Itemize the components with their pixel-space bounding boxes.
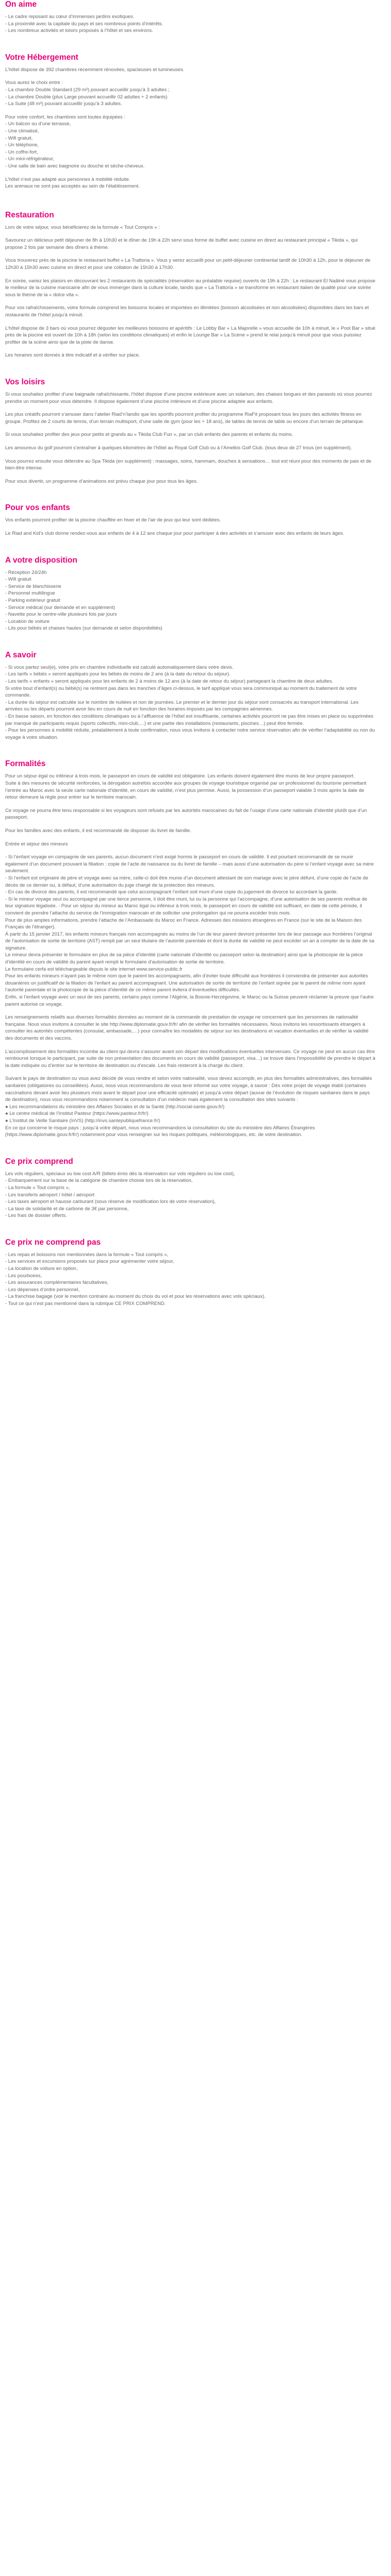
section-paragraph: Savourez un délicieux petit déjeuner de 8h à 10h30 et le dîner de 19h à 22h servi sous forme de buffet avec cuisine en direct au restaurant principal « Tikida », qui propose 2 fois par semaine des dîners à thème. xyxy=(5,238,359,250)
section-title: A savoir xyxy=(5,650,37,659)
section-vos-loisirs xyxy=(5,378,376,503)
section-paragraph: - Réception 24/24h - Wifi gratuit - Service de blanchisserie - Personnel multilingue - Parking extérieur gratuit - Service médical (sur demande et en supplément) - Navette pour le centre-ville plusieurs fois par jours - Location de voiture - Lits pour bébés et chaises hautes (sur demande et selon disponibilités) xyxy=(5,569,162,632)
section-ce-prix-ne-comprend-pas xyxy=(5,1238,376,1308)
section-title: Pour vos enfants xyxy=(5,503,70,513)
section-paragraph: Les amoureux du golf pourront s’entraîner à quelques kilomètres de l’hôtel au Royal Golf Club ou à l’Amelkis Golf Club. (tous deux de 27 trous (en supplément). xyxy=(5,445,352,451)
section-restauration xyxy=(5,211,376,378)
section-paragraph: Suivant le pays de destination ou vous avez décidé de vous rendre et selon votre nationalité, vous devez accomplir, en plus des formalités administratives, des formalités sanitaires (obligatoires ou conseillées). Aussi, nous vous recommandons de vous tenir informé sur votre voyage, à savoir : Dès votre projet de voyage établi (certaines vaccinations devant avoir lieu plusieurs mois avant le départ pour une efficacité optimale) et jusqu’à votre départ (auvue de l’évolution de risques sanitaires dans le pays de destination), nous vous recommandons notamment la consultation d’un médecin mais également la consultation des sites suivants : ● Les recommandations du ministère des Affaires Sociales et de la Santé (http://social-sante.gouv.fr/) ● Le centre médical de l’Institut Pasteur (https://www.pasteur.fr/fr/) ● L’Institut de Veille Sanitaire (InVS) (http://invs.santepubliquefrance.fr/) En ce qui concerne le risque pays ; jusqu’à votre départ, nous vous recommandons la consultation du site du ministère des Affaires Étrangères (https://www.diplomatie.gouv.fr/fr/) notamment pour vous renseigner sur les risques politiques, météorologiques, etc. de votre destination. xyxy=(5,1076,372,1138)
section-title: Formalités xyxy=(5,759,46,769)
section-paragraph: Si vous souhaitez profiter des jeux pour petits et grands au « Tikida Club Fun », par un club enfants des parents et enfants du moins. xyxy=(5,432,294,438)
section-a-votre-disposition xyxy=(5,556,376,651)
section-paragraph: L’hôtel dispose de 3 bars où vous pourrez déguster les meilleures boissons et apéritifs : Le Lobby Bar « La Majorelle » vous accueille de 10h à minuit, le « Pool Bar » situé près de la piscine est ouvert de 10h à 18h (selon les conditions climatiques) et enfin le Lounge Bar « La Scène » prend le relai jusqu’à minuit pour que vous puissiez profiter de la scène ainsi que de la piste de danse. xyxy=(5,325,377,345)
section-title: Ce prix ne comprend pas xyxy=(5,1238,101,1247)
section-paragraph: Les renseignements relatifs aux diverses formalités données au moment de la commande de prestation de voyage ne concernent que les personnes de nationalité française. Nous vous invitons à consulter le site http://www.diplomatie.gouv.fr/fr/ afin de vérifier les formalités nécessaires. Nous invitons les ressortissants étrangers à consulter les autorités compétentes (consulat, ambassade,…) pour connaître les modalités de séjour sur les destinations et vacation éventuelles et de vérifier la validité des documents et des vaccins. xyxy=(5,1014,370,1041)
section-paragraph: Le Riad and Kid’s club donne rendez-vous aux enfants de 4 à 12 ans chaque jour pour participer à des activités et s’amuser avec des enfants de leurs âges. xyxy=(5,530,345,536)
section-paragraph: Si vous souhaitez profiter d’une baignade rafraîchissante, l’hôtel dispose d’une piscine extérieure avec un solarium, des chaises longues et des parasols où vous pourrez prendre un moment pour vous détendre. Il dispose également d’une piscine intérieure et d’une piscine adaptée aux enfants. xyxy=(5,392,373,404)
section-title: Ce prix comprend xyxy=(5,1157,73,1166)
section-paragraph: Entrée et séjour des mineurs xyxy=(5,841,68,847)
section-paragraph: Lors de votre séjour, vous bénéficierez de la formule « Tout Compris » : xyxy=(5,224,160,230)
section-paragraph: Les horaires sont donnés à titre indicatif et à vérifier sur place. xyxy=(5,352,140,359)
section-paragraph: Pour vos rafraîchissements, votre formule comprend les boissons locales et importées en illimitées (boisson alcoolisées et non alcoolisées) disponibles dans les bars et restaurants de l’hôtel jusqu’à minuit. xyxy=(5,305,370,318)
section-paragraph: Pour un séjour égal ou inférieur à trois mois, le passeport en cours de validité est obligatoire. Les enfants doivent également être munis de leur propre passeport. Suite à des mesures de sécurité renforcées, la dérogation autrefois accordée aux groupes de voyage touristique organisé par un professionnel du tourisme permettant l’entrée au Maroc avec la seule carte nationale d’identité, en cours de validité, n’est plus permise. Aussi, la possession d’un passeport valable 3 mois après la date de retour demeure la règle pour entrer sur le territoire marocain. xyxy=(5,773,367,801)
section-paragraph: - Les repas et boissons non mentionnées dans la formule « Tout compris », - Les services et excursions proposés sur place pour agrémenter votre séjour, - La location de voiture en option, - Les pourboires, - Les assurances complémentaires facultatives, - Les dépenses d’ordre personnel, - La franchise bagage (voir le mention contraire au moment du choix du vol et pour les réservations avec vols spéciaux). - Tout ce qui n’est pas mentionné dans la rubrique CE PRIX COMPREND. xyxy=(5,1251,266,1307)
section-paragraph: Vous trouverez près de la piscine le restaurant buffet « La Trattoria ». Vous y serez accueilli pour un petit-déjeuner continental tardif de 10h30 à 12h, pour le déjeuner de 12h30 à 15h30 avec cuisine en direct et pour une collation de 15h30 à 17h30. xyxy=(5,258,372,271)
section-paragraph: Pour vous divertir, un programme d’animations est prévu chaque jour pour tous les âges. xyxy=(5,478,198,484)
section-title: Votre Hébergement xyxy=(5,53,78,62)
section-paragraph: Ce voyage ne pourra être tenu responsable si les voyageurs sont refusés par les autorités marocaines du fait de l’usage d’une carte nationale d’identité plutôt que d’un passeport. xyxy=(5,807,368,821)
section-paragraph: - Si vous partez seul(e), votre prix en chambre individuelle est calculé automatiquement dans votre devis. - Les tarifs « bébés » seront appliqués pour les bébés de moins de 2 ans (à la date du retour du séjour). - Les tarifs « enfants » seront appliqués pour les enfants de 2 à moins de 12 ans (à la date de retour du séjour) partageant la chambre de deux adultes. Si votre bout d’enfant(s) ou bébé(s) ne rentrent pas dans les tranches d’âges ci-dessus, le tarif appliqué vous sera communiqué au moment du traitement de votre commande. - La durée du séjour est calculée sur le nombre de nuitées et non de journées. Le premier et le dernier jour du séjour sont consacrés au transport international. Les arrivées ou les départs pourront avoir lieu en cours de nuit en fonction des horaires imposés par les compagnies aériennes. - En basse saison, en fonction des conditions climatiques ou à l’affluence de l’hôtel est insuffisante, certaines activités pourront ne pas être mises en place ou supprimées par manque de participants requis (sports collectifs, mini-club,…) et une partie des installations (restaurants, piscines…) peut être fermée. - Pour les personnes à mobilité réduite, préalablement à toute confirmation, nous vous invitons à contacter notre service réservation afin de vérifier l’adaptabilité ou non du voyage à votre situation. xyxy=(5,664,375,740)
section-paragraph: Pour les familles avec des enfants, il est recommandé de disposer du livret de famille. xyxy=(5,827,191,834)
section-paragraph: Les vols réguliers, spéciaux ou low cost A/R (billets émis dès la réservation sur vols réguliers ou low cost), - Embarquement sur la base de la catégorie de chambre choisie lors de la réservation, - La formule « Tout compris », - Les transferts aéroport / hôtel / aéroport - Les taxes aéroport et hausse carburant (sous réserve de modification lors de votre réservation), - La taxe de solidarité et de carbone de 3€ par personne, - Les frais de dossier offerts. xyxy=(5,1171,235,1219)
section-ce-prix-comprend xyxy=(5,1157,376,1238)
section-paragraph: Les plus créatifs pourront s’amuser dans l’atelier Riad’n’landis que les sportifs pourront profiter du programme RiaFit proposant tous les jours des activités fitness en groupe. Profitez de 2 courts de tennis, d’un terrain multisport, d’une salle de gym (pour les + 18 ans), de tables de tennis de table ou encore d’un terrain de pétanque. xyxy=(5,412,364,425)
section-paragraph: - Si l’enfant voyage en compagnie de ses parents, aucun document n’est exigé hormis le passeport en cours de validité. Il est pourtant recommandé de se munir également d’un document prouvant la filiation : copie de l’acte de naissance ou du livret de famille – mais aussi d’une autorisation du père si l’enfant voyage avec sa mère seulement. - Si l’enfant est originaire de père et voyage avec sa mère, celle-ci doit être munie d’un document attestant de son mariage avec le père défunt, d’une copie de l’acte de décès de ce dernier ou, à défaut, d’une autorisation du juge chargé de la protection des mineurs. - En cas de divorce des parents, il est recommandé que celui accompagnant l’enfant soit muni d’une copie du jugement de divorce lui accordant la garde. - Si le mineur voyage seul ou accompagné par une tierce personne, il doit être muni, lui ou la personne qui l’accompagne, d’une autorisation de ses parents revêtue de leur signature légalisée. - Pour un séjour du mineur au Maroc égal ou inférieur à trois mois, le passeport en cours de validité est suffisant, en date de cette période, il convient de prendre l’attache du service de l’immigration marocain et de solliciter une prolongation qui ne pourra excéder trois mois. Pour de plus amples informations, prendre l’attache de l’Ambassade du Maroc en France. Adresses des missions étrangères en France (sur le site de la Maison des Français de l’étranger). À partir du 15 janvier 2017, les enfants mineurs français non accompagnés au moins de l’un de leur parent devront présenter lors de leur passage aux frontières l’original de l’autorisation de sortie de territoire (AST) rempli par un seul titulaire de l’autorité parentale et dont la durée de validité ne peut excéder un an à compter de la date de sa signature. Le mineur devra présenter le formulaire en plus de sa pièce d’identité (carte nationale d’identité ou passeport selon la destination) ainsi que la photocopie de la pièce d’identité en cours de validité du parent ayant rempli le formulaire d’autorisation de sortie de territoire. Le formulaire cerfa est téléchargeable depuis le site internet www.service-public.fr Pour les enfants mineurs n’ayant pas le même nom que le parent les accompagnants, afin d’éviter toute difficulté aux frontières il conviendra de présenter aux autorités douanières un justificatif de la filiation de l’enfant au parent accompagnant. Une autorisation de sortie de territoire de l’enfant signée par le parent de même nom ayant l’autorité parentale et la photocopie de la pièce d’identité de ce même parent évitera d’éventuelles difficultés. Enfin, si l’enfant voyage avec un seul de ses parents, certains pays comme l’Algérie, la Bosnie-Herzégovine, le Maroc ou la Suisse peuvent réclamer la preuve que l’autre parent autorise ce voyage. xyxy=(5,854,374,1007)
section-paragraph: En soirée, variez les plaisirs en découvrant les 2 restaurants de spécialités (réservation au préalable requise) ouverts de 19h à 22h : Le restaurant El Naâlné vous propose le meilleur de la cuisine marocaine afin de vous immerger dans la culture locale, tandis que « La Trattoria » se transforme en restaurant italien de qualité pour une soirée sous le thème de la « dolce vita ». xyxy=(5,278,377,298)
section-a-savoir xyxy=(5,651,376,760)
section-paragraph: L’hôtel n’est pas adapté aux personnes à mobilité réduite. Les animaux ne sont pas acceptés au sein de l’établissement. xyxy=(5,176,140,190)
section-title: A votre disposition xyxy=(5,555,77,565)
section-paragraph: Vous aurez le choix entre : - La chambre Double Standard (29 m²) pouvant accueillir jusqu’à 3 adultes ; - La chambre Double (plus Large pouvant accueillir 02 adultes + 2 enfants) - La Suite (48 m²) pouvant accueillir jusqu’à 3 adultes. xyxy=(5,80,170,107)
section-title: On aime xyxy=(5,0,37,9)
section-paragraph: - Le cadre reposant au cœur d’immenses jardins exotiques. - La proximité avec la capitale du pays et ses nombreux points d’intérêts. - Les nombreux activités et loisirs proposés à l’hôtel et ses environs. xyxy=(5,14,164,34)
section-paragraph: Vos enfants pourront profiter de la piscine chauffée en hiver et de l’air de jeux qui leur sont dédiées. xyxy=(5,517,221,523)
section-formalites xyxy=(5,759,376,1157)
section-votre-hebergement xyxy=(5,53,376,211)
section-pour-vos-enfants xyxy=(5,503,376,555)
section-paragraph: Vous pourrez ensuite vous détendre au Spa Tikida (en supplément) : massages, soins, hammam, douches à sensations… tout est réuni pour des moments de paix et de bien-être intense. xyxy=(5,458,373,471)
section-on-aime xyxy=(5,0,376,53)
section-paragraph: L’accomplissement des formalités incombe au client qui devra s’assurer avant son départ des modifications éventuelles intervenues. Ce voyage ne peut en aucun cas être remboursé lorsque le participant, par suite de non présentation des documents en cours de validité (passeport, visa…) se trouve dans l’impossibilité de prendre le départ à la date indiquée ou d’entrer sur le territoire de destination ou d’escale. Les frais resteront à la charge du client. xyxy=(5,1048,377,1069)
section-title: Vos loisirs xyxy=(5,378,45,386)
section-title: Restauration xyxy=(5,210,54,219)
section-paragraph: Pour votre confort, les chambres sont toutes équipées : - Un balcon ou d’une terrasse, - Une climatisé, - Wifi gratuit, - Un téléphone, - Un coffre-fort, - Un mini-réfrigérateur, - Une salle de bain avec baignoire ou douche et sèche-cheveux. xyxy=(5,114,145,169)
section-paragraph: L’hôtel dispose de 392 chambres récemment rénovées, spacieuses et lumineuses. xyxy=(5,66,185,73)
page-content xyxy=(0,0,381,1308)
